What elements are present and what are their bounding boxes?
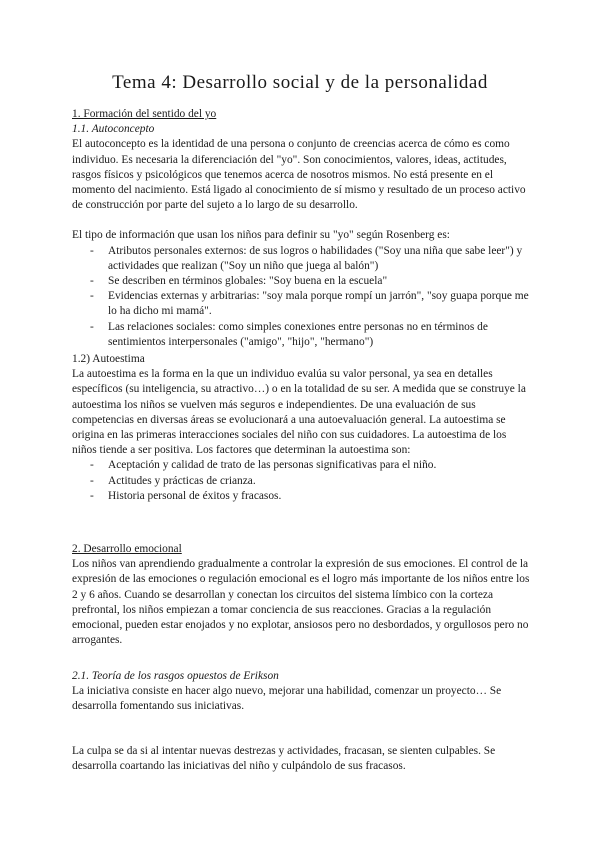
section-heading-autoestima: 1.2) Autoestima [72, 353, 145, 365]
section-autoconcepto [72, 107, 532, 350]
paragraph-autoestima: La autoestima es la forma en la que un individuo evalúa su valor personal, ya sea en detalles específicos (su inteligencia, su atractivo…) o en la totalidad de su ser. A medida que se construye la autoestima los niños se vuelven más seguros e independientes. De una evaluación de sus competencias en diversas áreas se evolucionará a una autoevaluación general. La autoestima se origina en las primeras interacciones sociales del niño con sus cuidadores. La autoestima de los niños tiende a ser positiva. Los factores que determinan la autoestima son: [72, 368, 526, 457]
list-item: - Se describen en términos globales: "Soy buena en la escuela" [72, 274, 532, 289]
list-item: - Actitudes y prácticas de crianza. [72, 474, 532, 489]
paragraph-iniciativa: La iniciativa consiste en hacer algo nuevo, mejorar una habilidad, comenzar un proyecto… Se desarrolla fomentando sus iniciativas. [72, 685, 502, 713]
list-item: - Las relaciones sociales: como simples conexiones entre personas no en términos de sentimientos interpersonales ("amigo", "hijo", "hermano") [72, 320, 532, 350]
paragraph-desarrollo-emocional: Los niños van aprendiendo gradualmente a controlar la expresión de sus emociones. El control de la expresión de las emociones o regulación emocional es el logro más importante de los niños entre los 2 y 6 años. Cuando se desarrollan y conectan los circuitos del sistema límbico con la corteza prefrontal, los niños empiezan a tomar conciencia de sus reacciones. Gracias a la regulación emocional, pueden estar enojados y no explotar, ansiosos pero no desbordados, y orgullosos pero no arrogantes. [72, 558, 530, 647]
document-title: Tema 4: Desarrollo social y de la personalidad [112, 72, 488, 93]
subheading-erikson: 2.1. Teoría de los rasgos opuestos de Erikson [72, 670, 279, 682]
paragraph-culpa: La culpa se da si al intentar nuevas destrezas y actividades, fracasan, se sienten culpables. Se desarrolla coartando las iniciativas del niño y culpándolo de sus fracasos. [72, 745, 496, 773]
list-item: - Evidencias externas y arbitrarias: "soy mala porque rompí un jarrón", "soy guapa porque me lo ha dicho mi mamá". [72, 289, 532, 319]
list-item: - Historia personal de éxitos y fracasos. [72, 489, 532, 504]
autoestima-factors-list [72, 458, 532, 504]
section-heading-1: 1. Formación del sentido del yo [72, 108, 217, 120]
subheading-autoconcepto: 1.1. Autoconcepto [72, 123, 155, 136]
section-heading-2: 2. Desarrollo emocional [72, 543, 182, 555]
paragraph-autoconcepto: El autoconcepto es la identidad de una persona o conjunto de creencias acerca de cómo es como individuo. Es necesaria la diferenciación del "yo". Son conocimientos, valores, ideas, actitudes, rasgos físicos y psicológicos que tenemos acerca de nosotros mismos. No está presente en el momento del nacimiento. Está ligado al conocimiento de sí mismo y resultado de un proceso activo de construcción por parte del sujeto a lo largo de su desarrollo. [72, 138, 526, 212]
list-item: - Aceptación y calidad de trato de las personas significativas para el niño. [72, 458, 532, 473]
section-erikson [72, 669, 532, 715]
rosenberg-list [72, 244, 532, 350]
paragraph-rosenberg-intro: El tipo de información que usan los niños para definir su "yo" según Rosenberg es: [72, 229, 450, 242]
list-item: - Atributos personales externos: de sus logros o habilidades ("Soy una niña que sabe leer") y actividades que realizan ("Soy un niño que juega al balón") [72, 244, 532, 274]
section-autoestima [72, 352, 532, 504]
section-culpa [72, 744, 532, 774]
section-desarrollo-emocional [72, 542, 532, 648]
